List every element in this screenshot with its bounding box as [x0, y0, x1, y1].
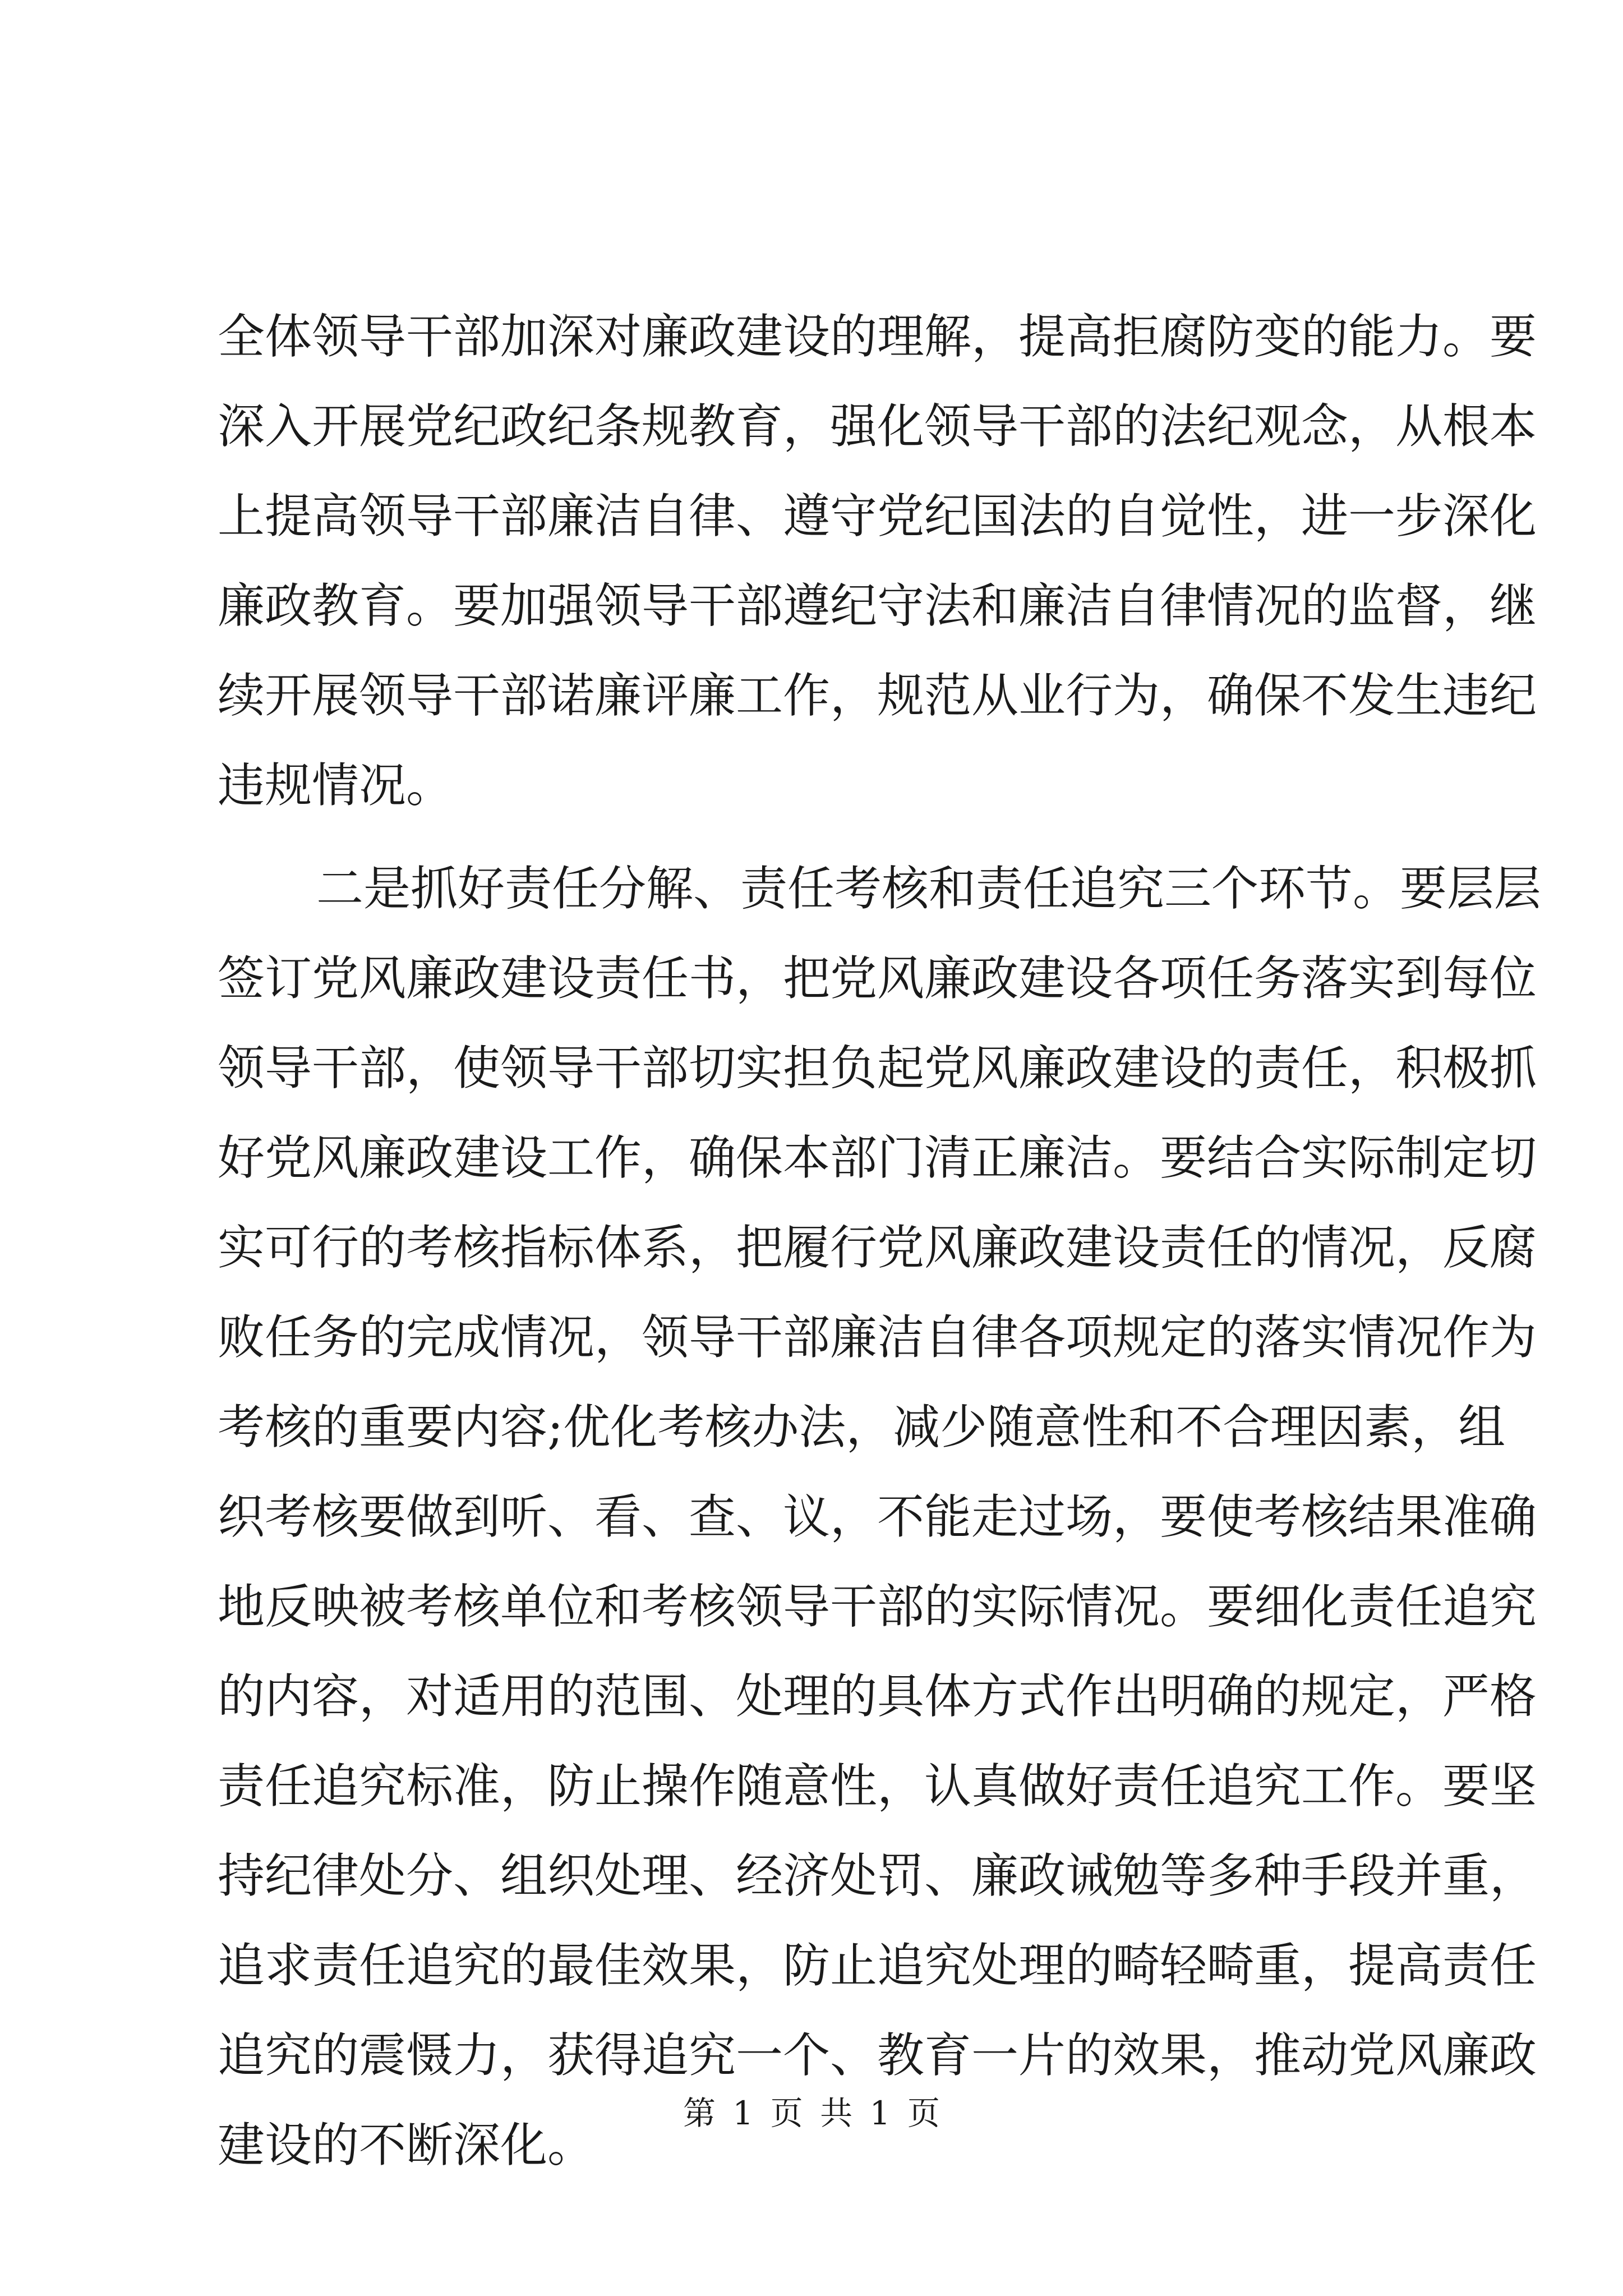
- text-line: 实可行的考核指标体系，把履行党风廉政建设责任的情况，反腐: [218, 1220, 1537, 1275]
- text-line: 续开展领导干部诺廉评廉工作，规范从业行为，确保不发生违纪: [218, 668, 1537, 723]
- text-line: 追求责任追究的最佳效果，防止追究处理的畸轻畸重，提高责任: [218, 1938, 1537, 1993]
- text-line: 上提高领导干部廉洁自律、遵守党纪国法的自觉性，进一步深化: [218, 489, 1537, 544]
- text-line: 持纪律处分、组织处理、经济处罚、廉政诫勉等多种手段并重，: [218, 1848, 1537, 1903]
- text-line: 建设的不断深化。: [218, 2118, 595, 2173]
- text-line: 责任追究标准，防止操作随意性，认真做好责任追究工作。要坚: [218, 1759, 1537, 1814]
- text-line: 二是抓好责任分解、责任考核和责任追究三个环节。要层层: [316, 861, 1542, 916]
- paragraph-2: [218, 844, 1542, 2190]
- paragraph-1: [218, 292, 1537, 830]
- document-body: [218, 292, 1542, 2190]
- page-number-label: 第 1 页 共 1 页: [683, 2094, 940, 2132]
- text-line: 廉政教育。要加强领导干部遵纪守法和廉洁自律情况的监督，继: [218, 578, 1537, 633]
- text-line: 地反映被考核单位和考核领导干部的实际情况。要细化责任追究: [218, 1579, 1537, 1634]
- text-line: 的内容，对适用的范围、处理的具体方式作出明确的规定，严格: [218, 1669, 1537, 1724]
- text-line: 追究的震慑力，获得追究一个、教育一片的效果，推动党风廉政: [218, 2028, 1537, 2083]
- text-line: 签订党风廉政建设责任书，把党风廉政建设各项任务落实到每位: [218, 951, 1537, 1006]
- text-line: 全体领导干部加深对廉政建设的理解，提高拒腐防变的能力。要: [218, 309, 1537, 364]
- text-line: 违规情况。: [218, 758, 454, 813]
- text-line: 织考核要做到听、看、查、议，不能走过场，要使考核结果准确: [218, 1489, 1537, 1544]
- text-line: 深入开展党纪政纪条规教育，强化领导干部的法纪观念，从根本: [218, 399, 1537, 454]
- text-line: 好党风廉政建设工作，确保本部门清正廉洁。要结合实际制定切: [218, 1130, 1537, 1185]
- text-line: 败任务的完成情况，领导干部廉洁自律各项规定的落实情况作为: [218, 1310, 1537, 1365]
- text-line: 考核的重要内容;优化考核办法，减少随意性和不合理因素，组: [218, 1400, 1506, 1455]
- page-footer: [0, 2087, 1623, 2134]
- text-line: 领导干部，使领导干部切实担负起党风廉政建设的责任，积极抓: [218, 1041, 1537, 1096]
